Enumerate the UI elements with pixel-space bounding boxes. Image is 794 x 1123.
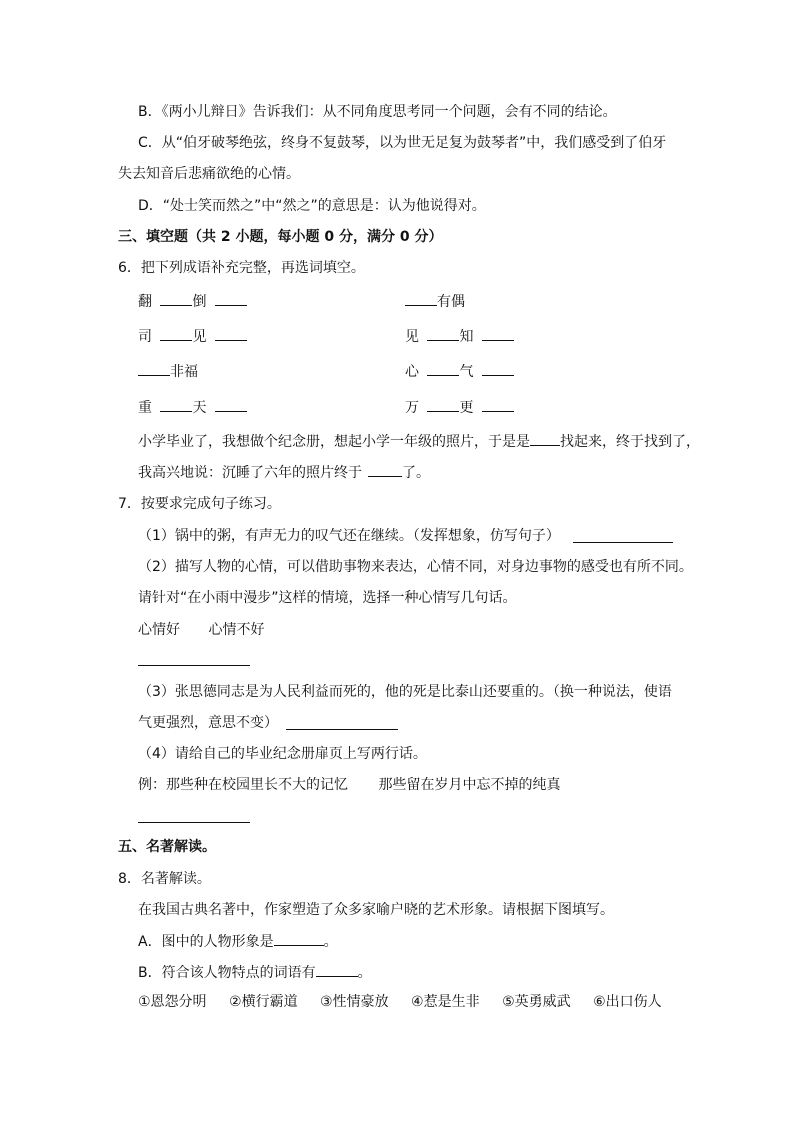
idiom-blank[interactable]	[427, 361, 459, 376]
idiom-blank[interactable]	[160, 326, 192, 341]
idiom-blank[interactable]	[160, 291, 192, 306]
idiom-char: 万	[405, 400, 419, 416]
choice-item[interactable]: ②横行霸道	[229, 994, 298, 1010]
answer-line-s1[interactable]	[573, 528, 673, 543]
q8-a	[138, 931, 338, 952]
idiom-row3-right	[405, 361, 514, 382]
idiom-row1-left	[138, 291, 247, 312]
idiom-char: 司	[138, 329, 152, 345]
idiom-blank[interactable]	[482, 326, 514, 341]
question-text: 。	[357, 965, 372, 981]
section-5-heading: 五、名著解读。	[118, 839, 216, 855]
example-text: 例：那些种在校园里长不大的记忆	[138, 777, 348, 793]
idiom-char: 天	[192, 400, 207, 416]
question-text: B．符合该人物特点的词语有	[138, 965, 316, 981]
fill-blank[interactable]	[316, 962, 358, 977]
idiom-row2-right	[405, 326, 514, 347]
idiom-row3-left	[138, 361, 198, 382]
sentence-text: 我高兴地说：沉睡了六年的照片终于	[138, 465, 362, 481]
question-text: A．图中的人物形象是	[138, 934, 274, 950]
idiom-char: 心	[405, 364, 419, 380]
choice-item[interactable]: ④惹是生非	[411, 994, 480, 1010]
choice-item[interactable]: ③性情豪放	[320, 994, 389, 1010]
mood-options	[138, 620, 264, 640]
answer-line-s2[interactable]	[138, 651, 250, 666]
sentence-text: 找起来，终于找到了，	[560, 434, 700, 450]
q8-choices	[138, 992, 662, 1012]
fill-blank[interactable]	[530, 431, 560, 446]
idiom-blank[interactable]	[427, 397, 459, 412]
idiom-char: 有偶	[437, 294, 465, 310]
q7-s3-line2	[138, 713, 278, 733]
q7-stem: 7．按要求完成句子练习。	[118, 496, 281, 512]
q7-s2-line1: （2）描写人物的心情，可以借助事物来表达，心情不同，对身边事物的感受也有所不同。	[138, 559, 693, 575]
idiom-char: 见	[192, 329, 207, 345]
q6-fill-sentence-2	[138, 462, 430, 483]
q7-s2-line2: 请针对“在小雨中漫步”这样的情境，选择一种心情写几句话。	[138, 590, 517, 606]
question-text: （1）锅中的粥，有声无力的叹气还在继续。（发挥想象，仿写句子）	[138, 528, 560, 544]
example-text: 那些留在岁月中忘不掉的纯真	[378, 777, 561, 793]
mood-bad[interactable]: 心情不好	[208, 622, 265, 638]
idiom-blank[interactable]	[427, 326, 459, 341]
q7-s1	[138, 526, 560, 546]
choice-item[interactable]: ①恩怨分明	[138, 994, 207, 1010]
idiom-blank[interactable]	[215, 397, 247, 412]
idiom-row2-left	[138, 326, 247, 347]
idiom-row4-right	[405, 397, 514, 418]
idiom-blank[interactable]	[215, 326, 247, 341]
idiom-blank[interactable]	[138, 361, 170, 376]
idiom-char: 非福	[170, 364, 198, 380]
q7-s4: （4）请给自己的毕业纪念册扉页上写两行话。	[138, 746, 427, 762]
q8-b	[138, 962, 372, 983]
q6-fill-sentence-1	[138, 431, 700, 452]
option-c-line1: C．从“伯牙破琴绝弦，终身不复鼓琴，以为世无足复为鼓琴者”中，我们感受到了伯牙	[138, 135, 667, 151]
idiom-blank[interactable]	[215, 291, 247, 306]
idiom-blank[interactable]	[405, 291, 437, 306]
q6-stem: 6．把下列成语补充完整，再选词填空。	[118, 260, 365, 276]
sentence-text: 了。	[402, 465, 430, 481]
q7-example	[138, 775, 560, 795]
choice-item[interactable]: ⑥出口伤人	[593, 994, 662, 1010]
idiom-row4-left	[138, 397, 247, 418]
section-3-heading: 三、填空题（共 2 小题，每小题 0 分，满分 0 分）	[118, 229, 443, 245]
idiom-row1-right	[405, 291, 465, 312]
choice-item[interactable]: ⑤英勇威武	[502, 994, 571, 1010]
option-d: D．“处士笑而然之”中“然之”的意思是：认为他说得对。	[138, 198, 486, 214]
answer-line-s3[interactable]	[286, 715, 398, 730]
idiom-char: 见	[405, 329, 419, 345]
fill-blank[interactable]	[274, 931, 324, 946]
idiom-blank[interactable]	[482, 397, 514, 412]
idiom-char: 气	[459, 364, 474, 380]
idiom-char: 倒	[192, 294, 207, 310]
sentence-text: 小学毕业了，我想做个纪念册，想起小学一年级的照片，于是是	[138, 434, 530, 450]
answer-line-s4[interactable]	[138, 808, 250, 823]
question-text: 气更强烈，意思不变）	[138, 715, 278, 731]
idiom-blank[interactable]	[482, 361, 514, 376]
idiom-blank[interactable]	[160, 397, 192, 412]
idiom-char: 更	[459, 400, 474, 416]
q8-stem: 8．名著解读。	[118, 871, 211, 887]
option-b: B．《两小儿辩日》告诉我们：从不同角度思考同一个问题，会有不同的结论。	[138, 104, 617, 120]
mood-good[interactable]: 心情好	[138, 622, 180, 638]
question-text: 。	[323, 934, 338, 950]
idiom-char: 重	[138, 400, 152, 416]
idiom-char: 知	[459, 329, 474, 345]
fill-blank[interactable]	[368, 462, 402, 477]
q8-intro: 在我国古典名著中，作家塑造了众多家喻户晓的艺术形象。请根据下图填写。	[138, 902, 614, 918]
idiom-char: 翻	[138, 294, 152, 310]
q7-s3-line1: （3）张思德同志是为人民利益而死的，他的死是比泰山还要重的。（换一种说法，使语	[138, 684, 672, 700]
option-c-line2: 失去知音后悲痛欲绝的心情。	[118, 166, 300, 182]
